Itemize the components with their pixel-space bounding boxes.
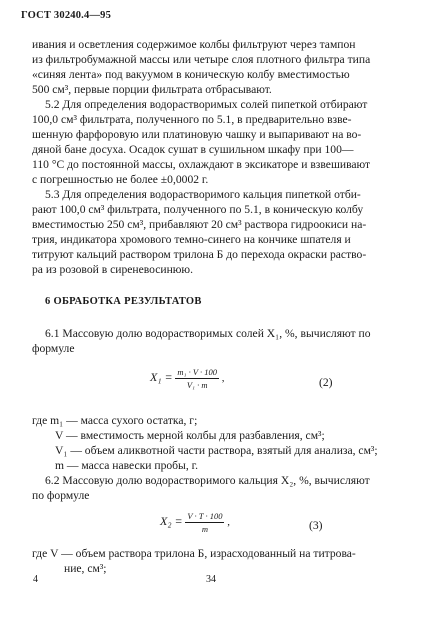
equation-number: (3): [309, 519, 323, 532]
formula-numerator: V · T · 100: [187, 511, 223, 521]
page-number-left: 4: [33, 574, 38, 585]
formula-denominator: m: [201, 524, 208, 534]
text-line: по формуле: [32, 489, 90, 502]
paragraph-6-1: [32, 326, 396, 356]
formula-lhs: X₁ =: [150, 370, 173, 385]
definition-row: где V — объем раствора трилона Б, израсходованный на титрова-: [32, 547, 356, 560]
text-line: 5.3 Для определения водорастворимого кальция пипеткой отби-: [45, 188, 361, 201]
definition-row: m — масса навески пробы, г.: [55, 459, 198, 472]
standard-header: ГОСТ 30240.4—95: [21, 10, 112, 21]
definitions-list: [32, 546, 356, 576]
intro-paragraph: [32, 37, 396, 97]
paragraph-5-3: [32, 187, 396, 277]
formula-denominator: V₁ · m: [186, 380, 208, 390]
formula-fraction: [175, 367, 219, 390]
text-line: дяной бане досуха. Осадок сушат в сушильном шкафу при 100—: [32, 143, 354, 156]
text-line: с погрешностью не более ±0,0002 г.: [32, 173, 209, 186]
section-title: 6 ОБРАБОТКА РЕЗУЛЬТАТОВ: [45, 296, 202, 307]
text-line: ра из розовой в сиреневосинюю.: [32, 263, 193, 276]
text-line: «синяя лента» под вакуумом в коническую колбу вместимостью: [32, 68, 350, 81]
paragraph-5-2: [32, 97, 396, 187]
formula-lhs: X₂ =: [160, 514, 183, 529]
definition-row: где m₁ — масса сухого остатка, г;: [32, 414, 198, 427]
formula-tail: ,: [221, 372, 225, 385]
text-line: из фильтробумажной массы или четыре слоя плотного фильтра типа: [32, 53, 371, 66]
definition-row: V — вместимость мерной колбы для разбавления, см³;: [55, 429, 325, 442]
page-number-center: 34: [206, 574, 216, 585]
text-line: ивания и осветления содержимое колбы фильтруют через тампон: [32, 38, 356, 51]
definition-row: V₁ — объем аликвотной части раствора, взятый для анализа, см³;: [55, 444, 378, 457]
text-line: трия, индикатора хромового темно-синего на кончике шпателя и: [32, 233, 351, 246]
formula-numerator: m₁ · V · 100: [177, 367, 217, 377]
text-line: вместимостью 250 см³, прибавляют 20 см³ раствора гидроокиси на-: [32, 218, 367, 231]
text-line: 5.2 Для определения водорастворимых солей пипеткой отбирают: [45, 98, 368, 111]
formula-fraction: [185, 511, 224, 534]
text-line: 110 °С до постоянной массы, охлаждают в эксикаторе и взвешивают: [32, 158, 371, 171]
text-line: 6.1 Массовую долю водорастворимых солей X₁, %, вычисляют по: [45, 327, 371, 340]
text-line: титруют кальций раствором трилона Б до перехода окраски раство-: [32, 248, 367, 261]
formula-2: [150, 367, 225, 390]
formula-3: [160, 511, 230, 534]
text-line: рают 100,0 см³ фильтрата, полученного по 5.1, в коническую колбу: [32, 203, 364, 216]
text-line: 100,0 см³ фильтрата, полученного по 5.1, в предварительно взве-: [32, 113, 352, 126]
text-line: 6.2 Массовую долю водорастворимого кальция X₂, %, вычисляют: [45, 474, 370, 487]
formula-tail: ,: [227, 516, 230, 529]
definition-row: ние, см³;: [64, 562, 107, 575]
paragraph-6-2: [32, 473, 396, 503]
text-line: шенную фарфоровую или платиновую чашку и выпаривают на во-: [32, 128, 362, 141]
text-line: 500 см³, первые порции фильтрата отбрасывают.: [32, 83, 272, 96]
definitions-list: [32, 413, 378, 473]
equation-number: (2): [319, 376, 333, 389]
text-line: формуле: [32, 342, 75, 355]
